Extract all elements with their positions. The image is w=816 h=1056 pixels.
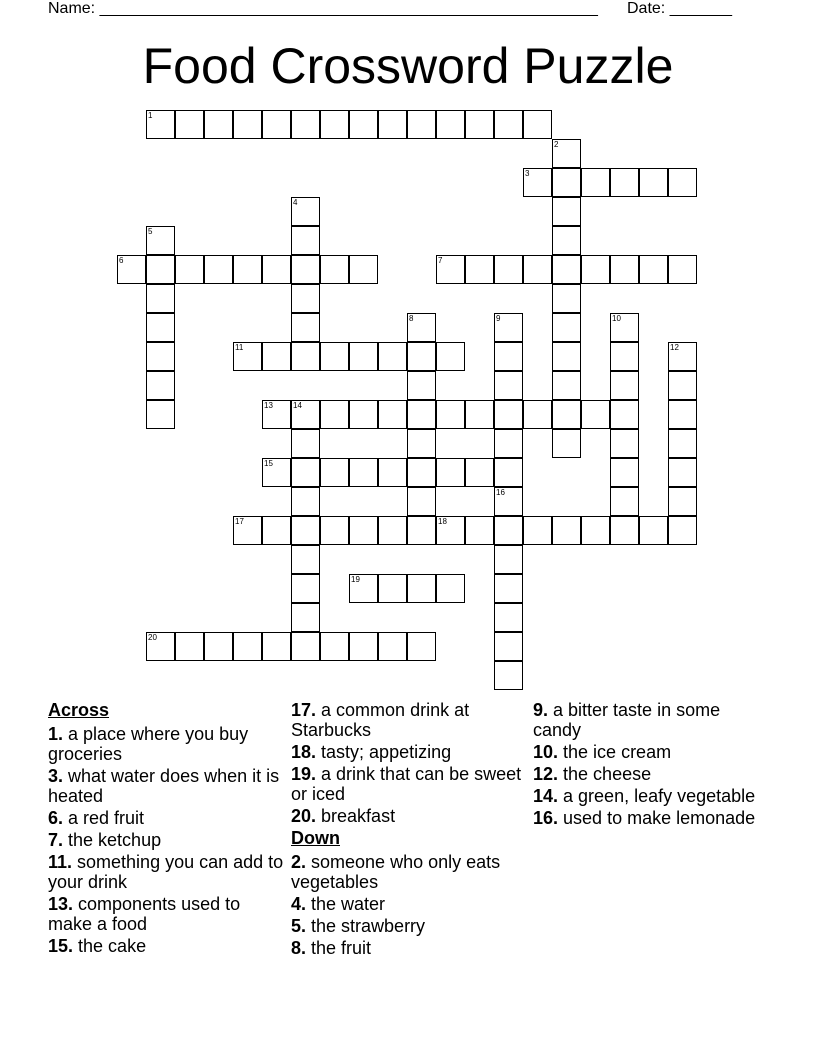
grid-cell[interactable] xyxy=(610,255,639,284)
down-clue xyxy=(533,742,773,762)
across-clue xyxy=(48,936,288,956)
grid-cell[interactable] xyxy=(378,458,407,487)
clue-text: a red fruit xyxy=(63,808,145,828)
across-clue xyxy=(291,764,531,804)
grid-cell[interactable] xyxy=(349,400,378,429)
grid-cell[interactable] xyxy=(552,168,581,197)
grid-cell[interactable] xyxy=(668,516,697,545)
grid-cell[interactable] xyxy=(262,632,291,661)
clue-text: the fruit xyxy=(306,938,372,958)
clues-column-3 xyxy=(533,700,773,830)
grid-cell[interactable] xyxy=(320,255,349,284)
clue-number-label: 10 xyxy=(612,314,621,323)
grid-cell[interactable] xyxy=(378,342,407,371)
grid-cell[interactable] xyxy=(407,110,436,139)
clue-number-label: 9 xyxy=(496,314,501,323)
grid-cell[interactable] xyxy=(291,603,320,632)
grid-cell[interactable] xyxy=(291,545,320,574)
grid-cell[interactable] xyxy=(378,516,407,545)
grid-cell[interactable] xyxy=(233,632,262,661)
grid-cell[interactable] xyxy=(610,516,639,545)
grid-cell[interactable] xyxy=(494,516,523,545)
grid-cell[interactable] xyxy=(552,516,581,545)
clue-number-label: 20 xyxy=(148,633,157,642)
grid-cell[interactable] xyxy=(610,458,639,487)
grid-cell[interactable] xyxy=(320,110,349,139)
grid-cell[interactable] xyxy=(668,458,697,487)
clue-number-label: 3 xyxy=(525,169,530,178)
clue-text: someone who only eats vegetables xyxy=(291,852,501,892)
grid-cell[interactable] xyxy=(175,632,204,661)
grid-cell[interactable] xyxy=(349,255,378,284)
clue-number-label: 17 xyxy=(235,517,244,526)
grid-cell[interactable] xyxy=(407,400,436,429)
clues-column-2 xyxy=(291,700,531,960)
grid-cell[interactable] xyxy=(291,574,320,603)
down-clue xyxy=(291,938,531,958)
clue-number: 5. xyxy=(291,916,307,936)
clue-text: something you can add to your drink xyxy=(48,852,284,892)
grid-cell[interactable] xyxy=(407,371,436,400)
grid-cell[interactable] xyxy=(552,400,581,429)
grid-cell[interactable] xyxy=(610,429,639,458)
grid-cell[interactable] xyxy=(407,632,436,661)
grid-cell[interactable] xyxy=(465,255,494,284)
grid-cell[interactable] xyxy=(175,110,204,139)
clue-number: 13. xyxy=(48,894,74,914)
grid-cell[interactable] xyxy=(436,458,465,487)
clue-text: the strawberry xyxy=(306,916,426,936)
grid-cell[interactable] xyxy=(639,168,668,197)
across-clue xyxy=(48,724,288,764)
clue-text: a bitter taste in some candy xyxy=(533,700,721,740)
grid-cell[interactable] xyxy=(639,255,668,284)
grid-cell[interactable] xyxy=(465,110,494,139)
clue-number-label: 15 xyxy=(264,459,273,468)
grid-cell[interactable] xyxy=(146,284,175,313)
grid-cell[interactable] xyxy=(233,255,262,284)
grid-cell[interactable] xyxy=(552,313,581,342)
grid-cell[interactable] xyxy=(349,110,378,139)
grid-cell[interactable] xyxy=(610,487,639,516)
down-clue xyxy=(291,916,531,936)
grid-cell[interactable] xyxy=(407,574,436,603)
grid-cell[interactable] xyxy=(291,632,320,661)
grid-cell[interactable] xyxy=(494,342,523,371)
clue-number-label: 1 xyxy=(148,111,153,120)
clue-number-label: 2 xyxy=(554,140,559,149)
clue-text: breakfast xyxy=(316,806,396,826)
grid-cell[interactable] xyxy=(494,661,523,690)
grid-cell[interactable] xyxy=(204,255,233,284)
grid-cell[interactable] xyxy=(552,429,581,458)
clue-number-label: 18 xyxy=(438,517,447,526)
down-clue xyxy=(291,852,531,892)
clue-number: 19. xyxy=(291,764,317,784)
grid-cell[interactable] xyxy=(262,110,291,139)
clue-number: 9. xyxy=(533,700,549,720)
grid-cell[interactable] xyxy=(146,371,175,400)
down-clue-list-cont xyxy=(533,700,773,828)
clue-text: what water does when it is heated xyxy=(48,766,280,806)
grid-cell[interactable] xyxy=(349,632,378,661)
clue-number-label: 11 xyxy=(235,343,244,352)
clue-number-label: 4 xyxy=(293,198,298,207)
grid-cell[interactable] xyxy=(204,110,233,139)
clue-number: 11. xyxy=(48,852,73,872)
grid-cell[interactable] xyxy=(465,458,494,487)
down-clue xyxy=(533,808,773,828)
clue-number: 14. xyxy=(533,786,559,806)
clue-number: 20. xyxy=(291,806,317,826)
grid-cell[interactable] xyxy=(349,342,378,371)
clue-number-label: 12 xyxy=(670,343,679,352)
grid-cell[interactable] xyxy=(262,516,291,545)
date-line: Date: _______ xyxy=(627,0,732,17)
page-title: Food Crossword Puzzle xyxy=(142,38,674,94)
grid-cell[interactable] xyxy=(552,226,581,255)
grid-cell[interactable] xyxy=(407,429,436,458)
clue-number-label: 13 xyxy=(264,401,273,410)
across-clue xyxy=(48,766,288,806)
grid-cell[interactable] xyxy=(291,255,320,284)
grid-cell[interactable] xyxy=(494,632,523,661)
grid-cell[interactable] xyxy=(204,632,233,661)
grid-cell[interactable] xyxy=(291,487,320,516)
grid-cell[interactable] xyxy=(436,574,465,603)
grid-cell[interactable] xyxy=(552,371,581,400)
across-clue-list-cont xyxy=(291,700,531,826)
grid-cell[interactable] xyxy=(378,632,407,661)
grid-cell[interactable] xyxy=(552,342,581,371)
grid-cell[interactable] xyxy=(349,516,378,545)
grid-cell[interactable] xyxy=(581,516,610,545)
down-clue xyxy=(533,700,773,740)
clue-text: a drink that can be sweet or iced xyxy=(291,764,522,804)
grid-cell[interactable] xyxy=(436,110,465,139)
grid-cell[interactable] xyxy=(668,400,697,429)
clues-column-1 xyxy=(48,700,288,958)
clue-number: 17. xyxy=(291,700,317,720)
grid-cell[interactable] xyxy=(494,429,523,458)
grid-cell[interactable] xyxy=(494,371,523,400)
grid-cell[interactable] xyxy=(668,255,697,284)
grid-cell[interactable] xyxy=(291,429,320,458)
clue-number: 6. xyxy=(48,808,64,828)
grid-cell[interactable] xyxy=(581,400,610,429)
grid-cell[interactable] xyxy=(523,110,552,139)
grid-cell[interactable] xyxy=(291,342,320,371)
grid-cell[interactable] xyxy=(494,603,523,632)
clue-text: the ketchup xyxy=(63,830,162,850)
clue-text: components used to make a food xyxy=(48,894,241,934)
clue-number: 3. xyxy=(48,766,64,786)
grid-cell[interactable] xyxy=(552,284,581,313)
grid-cell[interactable] xyxy=(291,313,320,342)
clue-text: the water xyxy=(306,894,386,914)
clue-number-label: 14 xyxy=(293,401,302,410)
grid-cell[interactable] xyxy=(581,168,610,197)
grid-cell[interactable] xyxy=(668,168,697,197)
grid-cell[interactable] xyxy=(581,255,610,284)
clue-text: the cheese xyxy=(558,764,652,784)
grid-cell[interactable] xyxy=(320,458,349,487)
clue-number: 8. xyxy=(291,938,307,958)
grid-cell[interactable] xyxy=(494,458,523,487)
clue-number: 10. xyxy=(533,742,559,762)
grid-cell[interactable] xyxy=(668,429,697,458)
clue-number: 2. xyxy=(291,852,307,872)
grid-cell[interactable] xyxy=(233,110,262,139)
grid-cell[interactable] xyxy=(407,458,436,487)
across-clue xyxy=(291,742,531,762)
grid-cell[interactable] xyxy=(494,110,523,139)
name-line: Name: ________________________________________________________ xyxy=(48,0,598,17)
grid-cell[interactable] xyxy=(378,110,407,139)
clue-number-label: 8 xyxy=(409,314,414,323)
grid-cell[interactable] xyxy=(291,516,320,545)
across-clue xyxy=(48,830,288,850)
down-clue xyxy=(533,764,773,784)
grid-cell[interactable] xyxy=(668,487,697,516)
clue-text: a green, leafy vegetable xyxy=(558,786,756,806)
clue-number: 12. xyxy=(533,764,559,784)
clue-number: 18. xyxy=(291,742,317,762)
grid-cell[interactable] xyxy=(175,255,204,284)
grid-cell[interactable] xyxy=(291,110,320,139)
clue-number-label: 6 xyxy=(119,256,124,265)
grid-cell[interactable] xyxy=(436,400,465,429)
clue-text: a common drink at Starbucks xyxy=(291,700,470,740)
grid-cell[interactable] xyxy=(610,400,639,429)
grid-cell[interactable] xyxy=(407,342,436,371)
grid-cell[interactable] xyxy=(523,516,552,545)
across-clue-list xyxy=(48,724,288,956)
clue-number: 7. xyxy=(48,830,64,850)
clue-number: 1. xyxy=(48,724,64,744)
down-clue xyxy=(291,894,531,914)
grid-cell[interactable] xyxy=(494,255,523,284)
grid-cell[interactable] xyxy=(639,516,668,545)
across-clue xyxy=(48,808,288,828)
grid-cell[interactable] xyxy=(146,400,175,429)
clue-text: used to make lemonade xyxy=(558,808,756,828)
grid-cell[interactable] xyxy=(436,342,465,371)
clue-number-label: 19 xyxy=(351,575,360,584)
grid-cell[interactable] xyxy=(320,400,349,429)
across-heading: Across xyxy=(48,700,110,720)
grid-cell[interactable] xyxy=(407,487,436,516)
clue-text: tasty; appetizing xyxy=(316,742,452,762)
clue-number-label: 7 xyxy=(438,256,443,265)
grid-cell[interactable] xyxy=(291,284,320,313)
across-clue xyxy=(291,806,531,826)
across-clue xyxy=(48,894,288,934)
grid-cell[interactable] xyxy=(349,458,378,487)
grid-cell[interactable] xyxy=(552,255,581,284)
grid-cell[interactable] xyxy=(610,371,639,400)
down-heading: Down xyxy=(291,828,340,848)
clue-number-label: 5 xyxy=(148,227,153,236)
clue-text: the cake xyxy=(73,936,147,956)
grid-cell[interactable] xyxy=(552,197,581,226)
grid-cell[interactable] xyxy=(494,574,523,603)
down-clue-list xyxy=(291,852,531,958)
grid-cell[interactable] xyxy=(291,226,320,255)
clue-number: 4. xyxy=(291,894,307,914)
across-clue xyxy=(291,700,531,740)
grid-cell[interactable] xyxy=(465,400,494,429)
grid-cell[interactable] xyxy=(146,255,175,284)
clue-text: the ice cream xyxy=(558,742,672,762)
grid-cell[interactable] xyxy=(320,632,349,661)
clue-text: a place where you buy groceries xyxy=(48,724,249,764)
across-clue xyxy=(48,852,288,892)
grid-cell[interactable] xyxy=(378,574,407,603)
grid-cell[interactable] xyxy=(262,255,291,284)
grid-cell[interactable] xyxy=(668,371,697,400)
clue-number: 16. xyxy=(533,808,559,828)
grid-cell[interactable] xyxy=(320,342,349,371)
grid-cell[interactable] xyxy=(407,516,436,545)
grid-cell[interactable] xyxy=(320,516,349,545)
grid-cell[interactable] xyxy=(291,458,320,487)
grid-cell[interactable] xyxy=(494,400,523,429)
grid-cell[interactable] xyxy=(610,168,639,197)
clue-number: 15. xyxy=(48,936,74,956)
clue-number-label: 16 xyxy=(496,488,505,497)
grid-cell[interactable] xyxy=(465,516,494,545)
grid-cell[interactable] xyxy=(494,545,523,574)
grid-cell[interactable] xyxy=(523,255,552,284)
grid-cell[interactable] xyxy=(146,313,175,342)
grid-cell[interactable] xyxy=(523,400,552,429)
grid-cell[interactable] xyxy=(378,400,407,429)
grid-cell[interactable] xyxy=(146,342,175,371)
grid-cell[interactable] xyxy=(610,342,639,371)
down-clue xyxy=(533,786,773,806)
grid-cell[interactable] xyxy=(262,342,291,371)
